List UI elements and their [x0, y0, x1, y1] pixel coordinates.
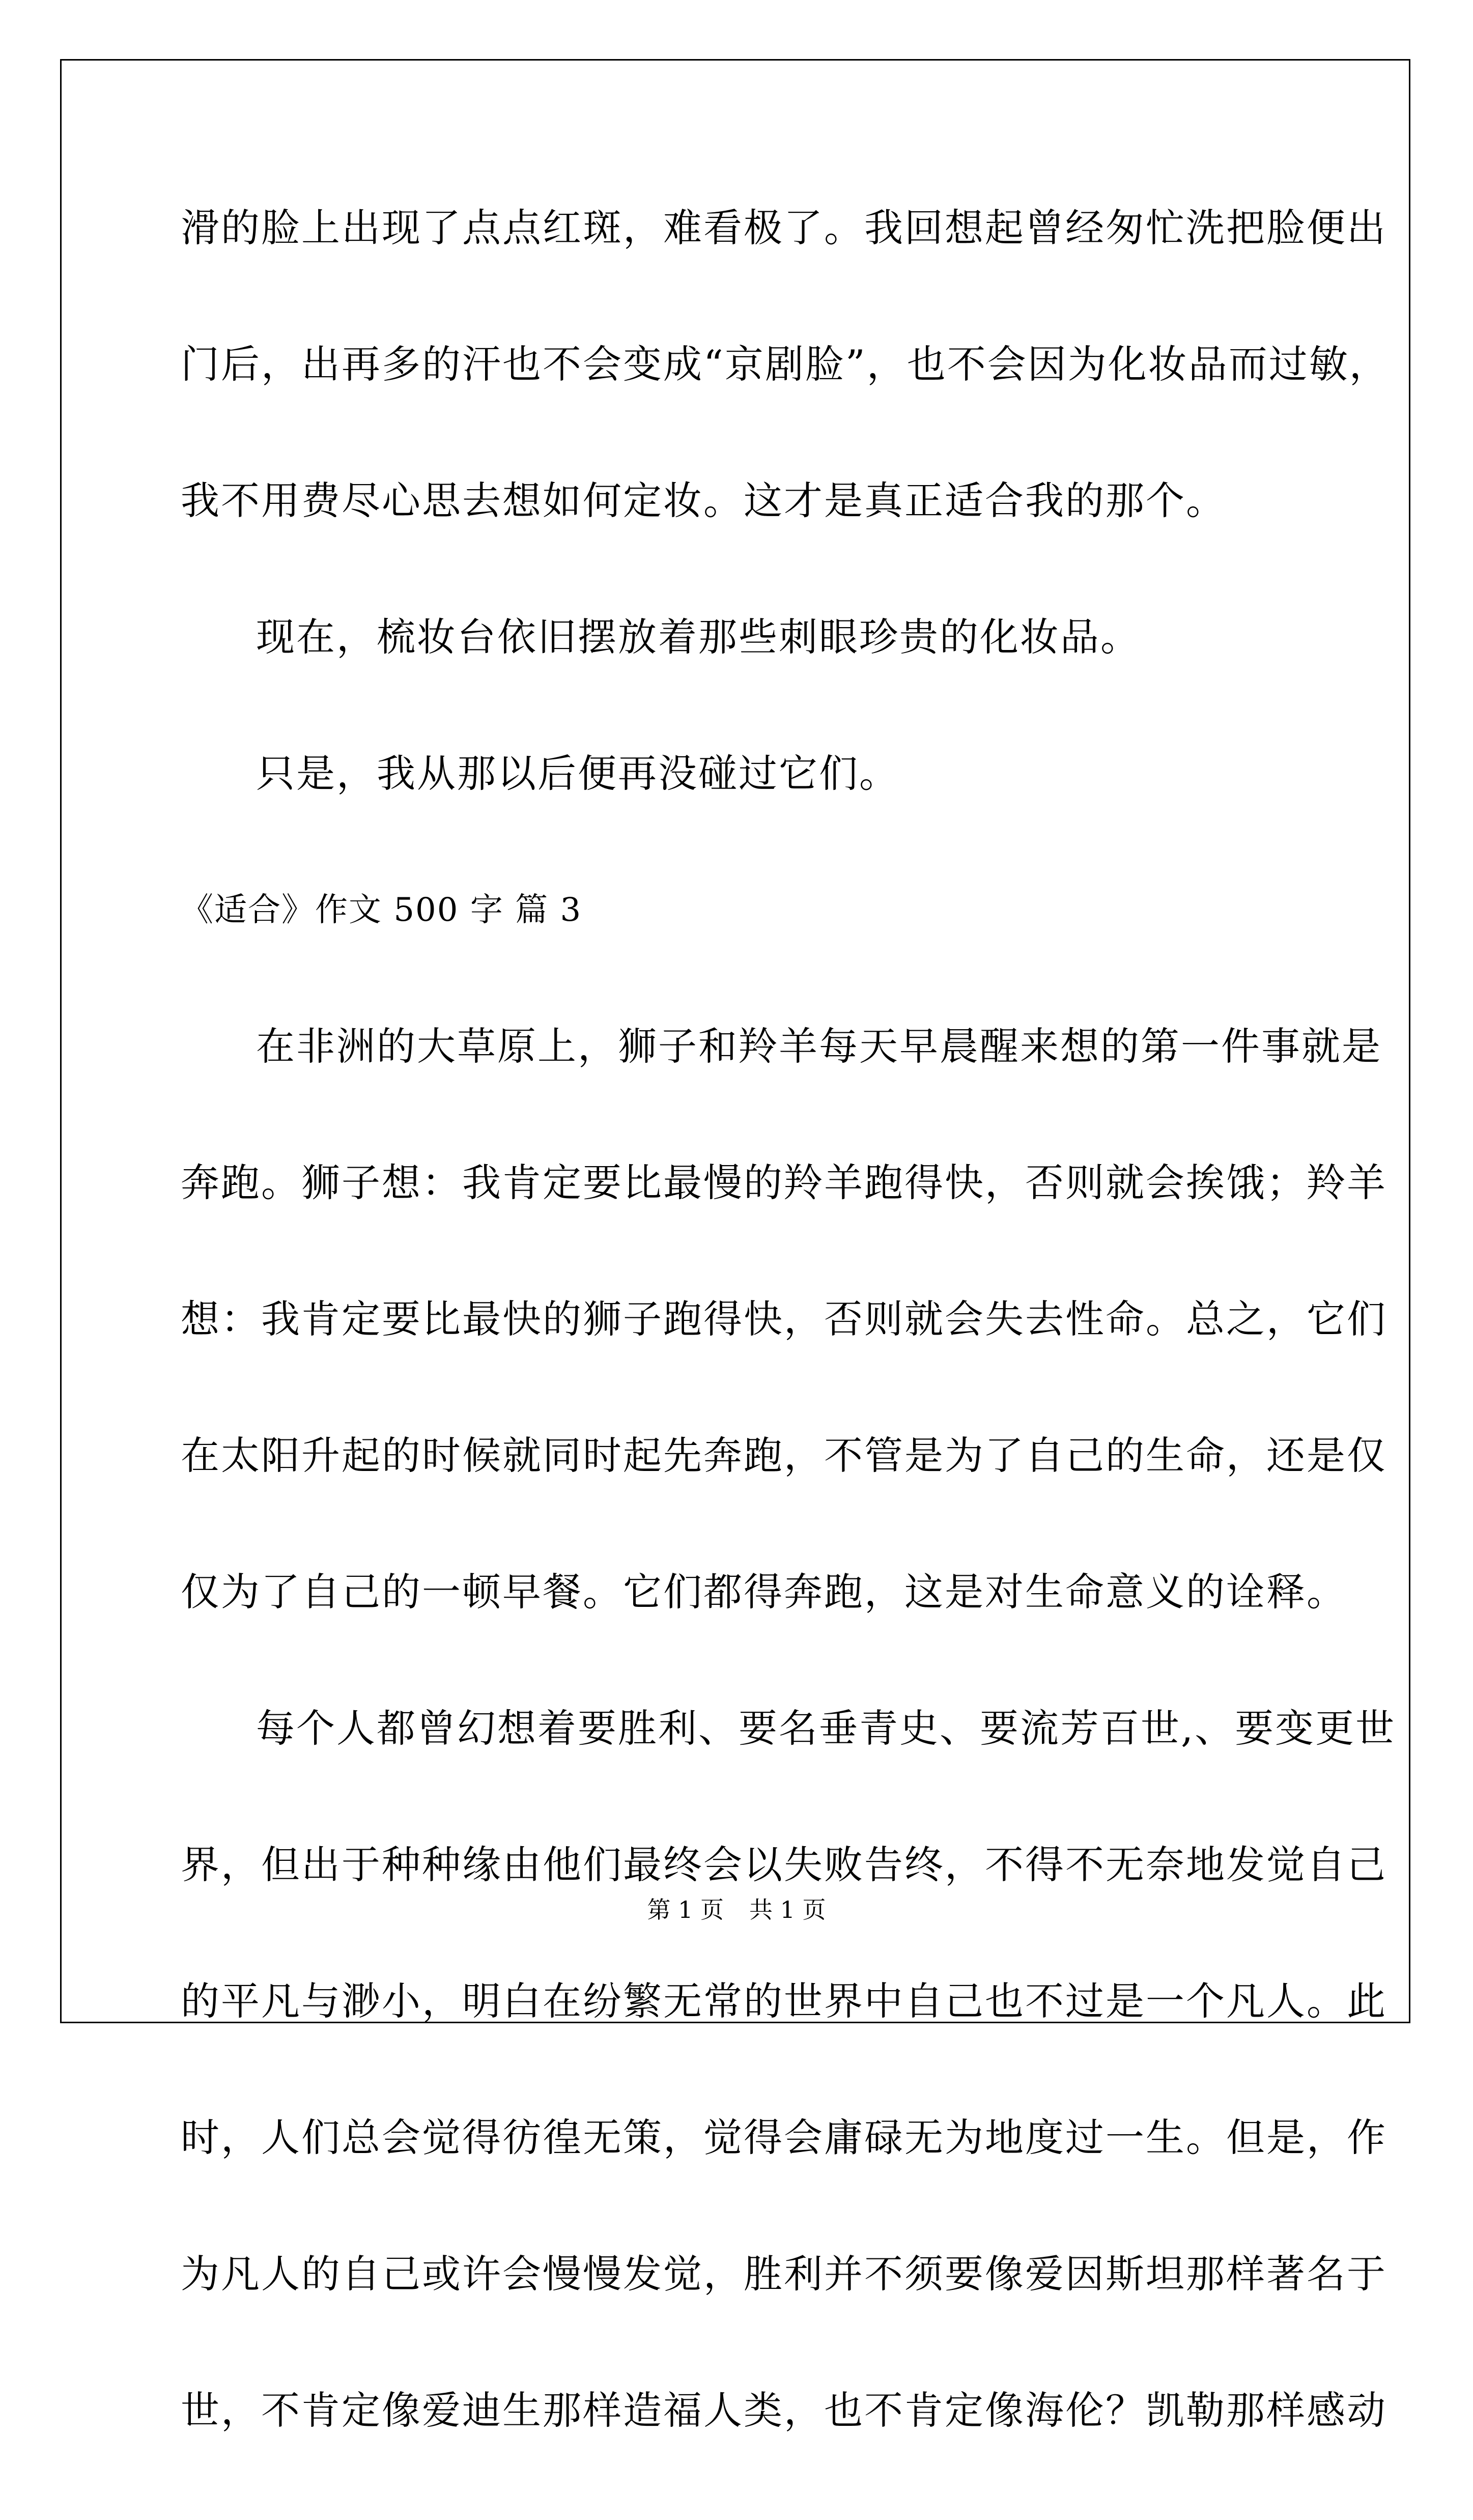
paragraph — [181, 201, 1390, 610]
page-number: 第 1 页 — [647, 1896, 724, 1923]
text-line: 想：我肯定要比最快的狮子跑得快，否则就会失去性命。总之，它们 — [181, 1296, 1387, 1342]
section-heading — [181, 883, 1311, 1020]
page-footer — [0, 1894, 1473, 1925]
text-line: 时，人们总会觉得彷徨无策，觉得会庸碌无为地度过一生。但是，作 — [181, 2115, 1387, 2160]
text-line: 每个人都曾幻想着要胜利、要名垂青史、要流芳百世,、要变更世 — [256, 1706, 1396, 1751]
document-body — [181, 201, 1396, 2520]
text-line: 在非洲的大草原上，狮子和羚羊每天早晨醒来想的第一件事就是 — [256, 1024, 1382, 1069]
text-line: 奔跑。狮子想：我肯定要比最慢的羚羊跑得快，否则就会挨饿；羚羊 — [181, 1160, 1387, 1205]
text-line: 我不用费尽心思去想如何定妆。这才是真正适合我的那个。 — [181, 478, 1226, 523]
text-line: 现在，梳妆台依旧摆放着那些刺眼珍贵的化妆品。 — [256, 614, 1141, 660]
paragraph — [181, 610, 1311, 747]
text-line: 仅为了自己的一顿早餐。它们都得奔跑，这是对生命意义的诠释。 — [181, 1569, 1347, 1615]
page-total: 共 1 页 — [749, 1896, 826, 1923]
paragraph — [181, 1020, 1387, 1702]
paragraph — [181, 1702, 1396, 2520]
text-line: 在太阳升起的时候就同时起先奔跑，不管是为了自己的生命，还是仅 — [181, 1433, 1387, 1478]
text-line: 界，但出于种种缘由他们最终会以失败告终，不得不无奈地发觉自己 — [181, 1842, 1387, 1887]
text-line: 世，不肯定像爱迪生那样造福人类，也不肯定像海伦？凯勒那样感动 — [181, 2388, 1387, 2433]
text-line: 门后，出再多的汗也不会变成“京剧脸”，也不会因为化妆品而过敏， — [181, 342, 1390, 387]
heading-text: 《适合》作文 500 字 篇 3 — [181, 891, 582, 929]
text-line: 为凡人的自己或许会慢慢发觉，胜利并不须要像爱因斯坦那样著名于 — [181, 2251, 1387, 2297]
text-line: 只是，我从那以后便再没碰过它们。 — [256, 751, 899, 796]
text-line: 滑的脸上出现了点点红斑，难看极了。我回想起曾经匆忙洗把脸便出 — [181, 205, 1387, 250]
paragraph — [181, 747, 1311, 883]
text-line: 的平凡与渺小，明白在纷繁无常的世界中自己也不过是一个凡人。此 — [181, 1978, 1387, 2024]
